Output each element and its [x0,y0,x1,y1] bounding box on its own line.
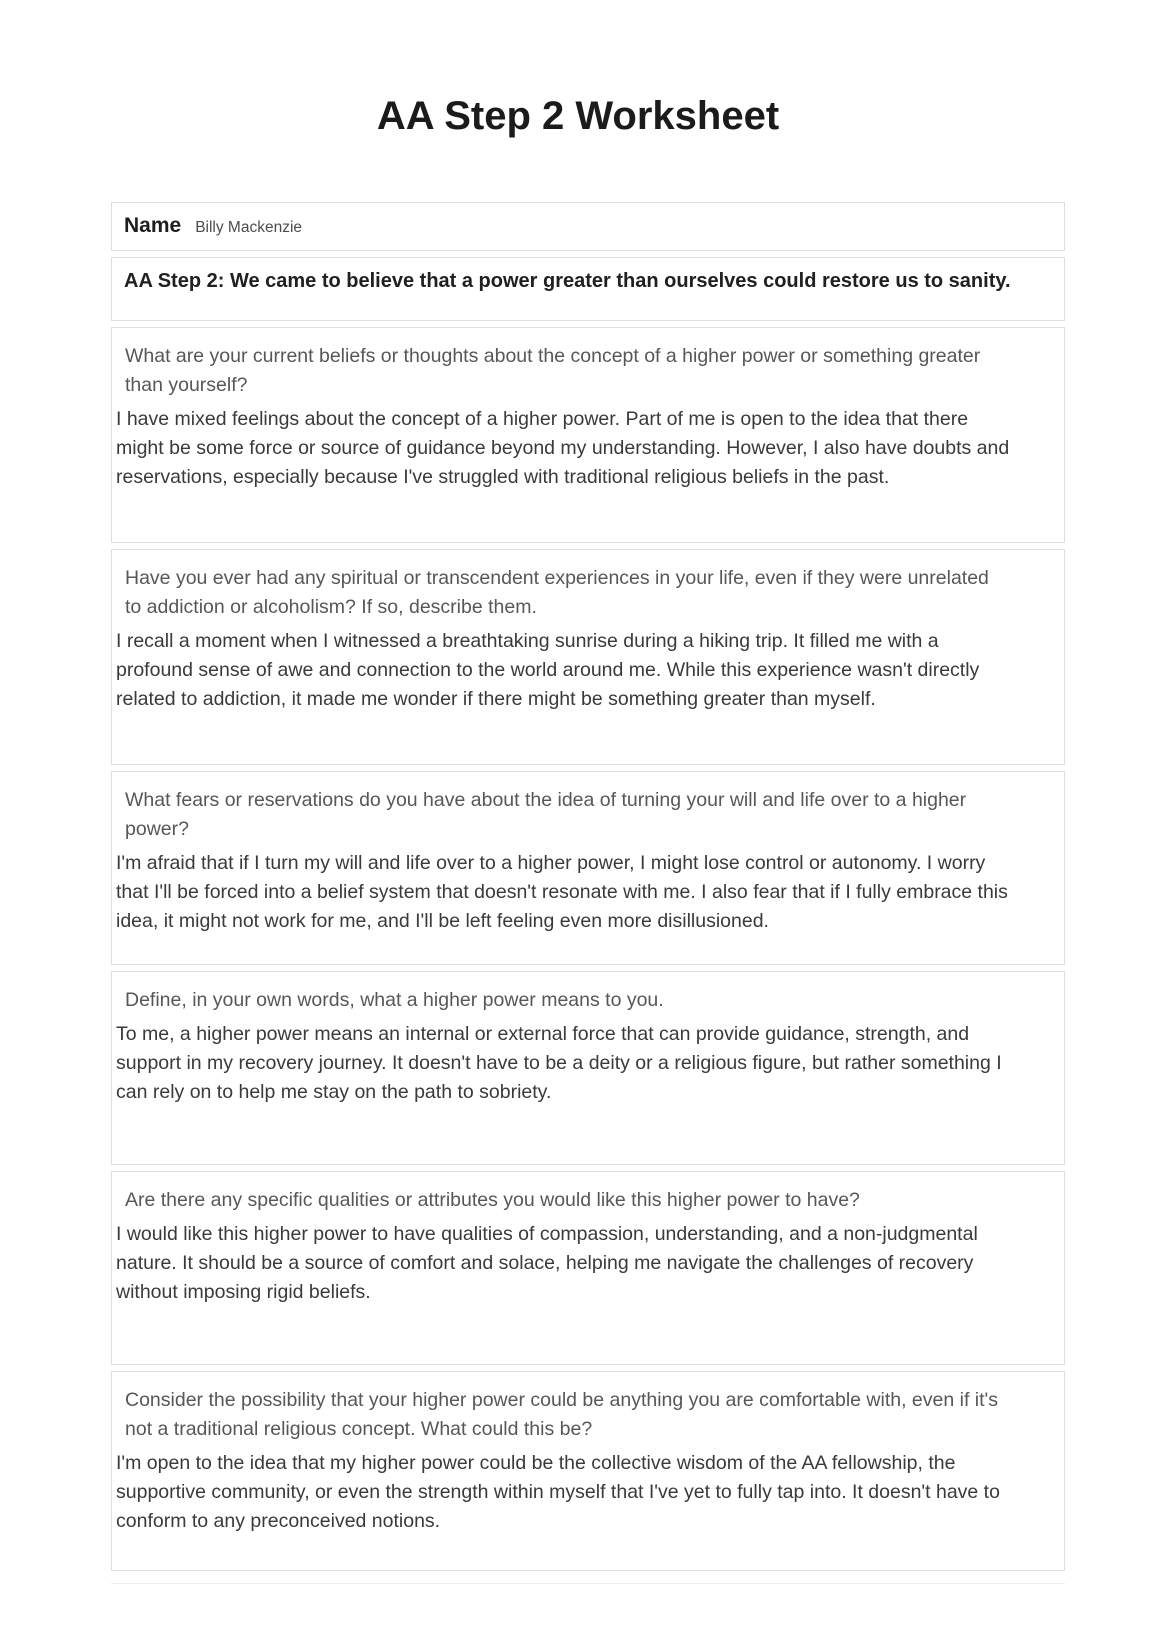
question-row-fears-reservations [111,771,1065,965]
question-text: Consider the possibility that your higher power could be anything you are comfortable with, even if it's not a traditional religious concept. What could this be? [125,1389,999,1440]
answer-text[interactable]: To me, a higher power means an internal or external force that can provide guidance, strength, and support in my recovery journey. It doesn't have to be a deity or a religious figure, but rather something I can rely on to help me stay on the path to sobriety. [116,1023,1002,1103]
question-text: Are there any specific qualities or attributes you would like this higher power to have? [125,1189,860,1211]
question-row-beliefs [111,327,1065,543]
question-row-comfortable-concept [111,1371,1065,1571]
page-title: AA Step 2 Worksheet [376,94,780,138]
question-row-define-higher-power [111,971,1065,1165]
question-row-spiritual-experiences [111,549,1065,765]
answer-text[interactable]: I recall a moment when I witnessed a breathtaking sunrise during a hiking trip. It filled me with a profound sense of awe and connection to the world around me. While this experience wasn't directly related to addiction, it made me wonder if there might be something greater than myself. [116,630,980,710]
question-text: Define, in your own words, what a higher power means to you. [125,989,664,1011]
next-row-top-edge [111,1583,1065,1584]
question-text: What are your current beliefs or thoughts about the concept of a higher power or something greater than yourself? [125,345,981,396]
answer-text[interactable]: I'm open to the idea that my higher power could be the collective wisdom of the AA fellowship, the supportive community, or even the strength within myself that I've yet to fully tap into. It doesn't have to conform to any preconceived notions. [116,1452,1000,1532]
name-field-row[interactable] [111,202,1065,251]
name-value[interactable]: Billy Mackenzie [195,219,303,236]
answer-text[interactable]: I'm afraid that if I turn my will and life over to a higher power, I might lose control or autonomy. I worry that I'll be forced into a belief system that doesn't resonate with me. I also fear that if I fully embrace this idea, it might not work for me, and I'll be left feeling even more disillusioned. [116,852,1008,932]
question-text: What fears or reservations do you have about the idea of turning your will and life over to a higher power? [125,789,967,840]
worksheet-form [111,202,1065,1584]
answer-text[interactable]: I have mixed feelings about the concept of a higher power. Part of me is open to the idea that there might be some force or source of guidance beyond my understanding. However, I also have doubts and reservations, especially because I've struggled with traditional religious beliefs in the past. [116,408,1010,488]
question-row-qualities-attributes [111,1171,1065,1365]
answer-text[interactable]: I would like this higher power to have qualities of compassion, understanding, and a non-judgmental nature. It should be a source of comfort and solace, helping me navigate the challenges of recovery without imposing rigid beliefs. [116,1223,978,1303]
name-label: Name [124,214,182,237]
question-text: Have you ever had any spiritual or transcendent experiences in your life, even if they were unrelated to addiction or alcoholism? If so, describe them. [125,567,989,618]
step-statement-row [111,257,1065,321]
step-statement-text: AA Step 2: We came to believe that a power greater than ourselves could restore us to sanity. [124,270,1011,292]
